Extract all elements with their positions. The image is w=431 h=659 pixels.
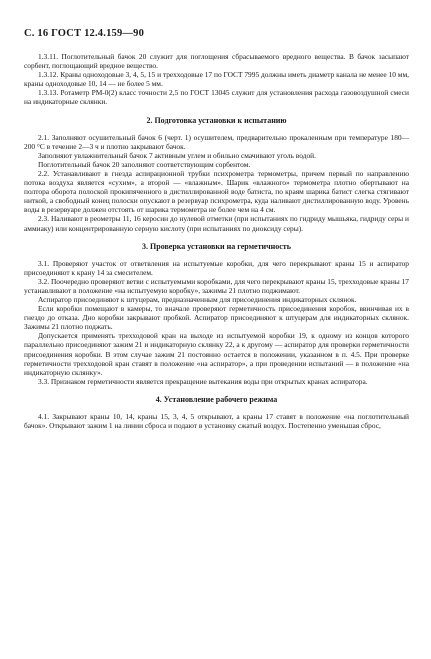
paragraph: Поглотительный бачок 20 заполняют соответствующим сорбентом. [38,159,251,169]
paragraph: 2.1. Заполняют осушительный бачок 6 (черт. 1) осушителем, предварительно прокаленным при температуре 180—200 °С в течение 2—3 ч и плотно закрывают бачок. [24,132,409,151]
section-heading: 4. Установление рабочего режима [155,394,278,404]
paragraph: Допускается применять трехходовой кран на выходе из испытуемой коробки 19, к одному из концов которого параллельно присоединяют зажим 21 и индикаторную склянку 22, а к другому — аспиратор для проверки герметичности присоединения коробки. В этом случае зажим 21 постоянно остается в положении, указанном в п. 4.5. При проверке герметичности трехходовой кран ставят в положение «на аспиратор», а при проведении испытаний — в положение «на индикаторную склянку». [24,331,409,377]
document-body [24,52,409,430]
paragraph: Аспиратор присоединяют к штуцерам, предназначенным для присоединения индикаторных склянок. [38,294,357,304]
page-header: С. 16 ГОСТ 12.4.159—90 [24,28,145,39]
paragraph: 2.3. Наливают в реометры 11, 16 керосин до нулевой отметки (при испытаниях по гидриду мышьяка, гидриду серы и аммиаку) или концентрированную серную кислоту (при испытаниях по диоксиду серы). [24,214,409,233]
paragraph: 3.3. Признаком герметичности является прекращение вытекания воды при открытых кранах аспиратора. [38,376,368,386]
paragraph: 3.1. Проверяют участок от ответвления на испытуемые коробки, для чего перекрывают краны 15 и аспиратор присоединяют к крану 14 за смесителем. [24,258,409,277]
section-heading: 2. Подготовка установки к испытанию [146,115,287,125]
paragraph: Заполняют увлажнительный бачок 7 активным углем и обильно смачивают уголь водой. [38,150,316,160]
paragraph: 1.3.12. Краны одноходовые 3, 4, 5, 15 и трехходовые 17 по ГОСТ 7995 должны иметь диаметр канала не менее 10 мм, краны одноходовые 10, 14 — не более 5 мм. [24,70,409,89]
paragraph: 1.3.11. Поглотительный бачок 20 служит для поглощения сбрасываемого вредного вещества. В бачок засыпают сорбент, поглощающий вредное вещество. [24,52,409,71]
paragraph: 2.2. Устанавливают в гнезда аспирационной трубки психрометра термометры, причем первый по направлению потока воздуха является «сухим», а второй — «влажным». Шарик «влажного» термометра плотно обертывают на полтора оборота полоской прокипяченного в дистиллированной воде батиста, по краям шарика батист слегка стягивают ниткой, а свободный конец полоски опускают в резервуар психрометра, куда наливают дистиллированную воду. Уровень воды в резервуаре должен отстоять от шарика термометра не более чем на 4 см. [24,168,409,215]
section-heading: 3. Проверка установки на герметичность [142,241,291,251]
paragraph: 3.2. Поочередно проверяют ветви с испытуемыми коробками, для чего перекрывают краны 15, трехходовые краны 17 устанавливают в положение «на испытуемую коробку», зажимы 21 плотно поджимают. [24,276,409,295]
paragraph: Если коробки помещают в камеры, то вначале проверяют герметичность присоединения коробок, ввинчивая их в гнездо до отказа. Дно коробки закрывают пробкой. Аспиратор присоединяют к штуцерам для индикаторных склянок. Зажимы 21 плотно поджать. [24,304,409,332]
paragraph: 4.1. Закрывают краны 10, 14, краны 15, 3, 4, 5 открывают, а краны 17 ставят в положение «на поглотительный бачок». Открывают зажим 1 на линии сброса и подают в установку сжатый воздух. Постепенно уменьшая сброс, [24,411,409,430]
paragraph: 1.3.13. Ротаметр РМ-0(2) класс точности 2,5 по ГОСТ 13045 служит для установления расхода газовоздушной смеси на индикаторные склянки. [24,88,409,107]
